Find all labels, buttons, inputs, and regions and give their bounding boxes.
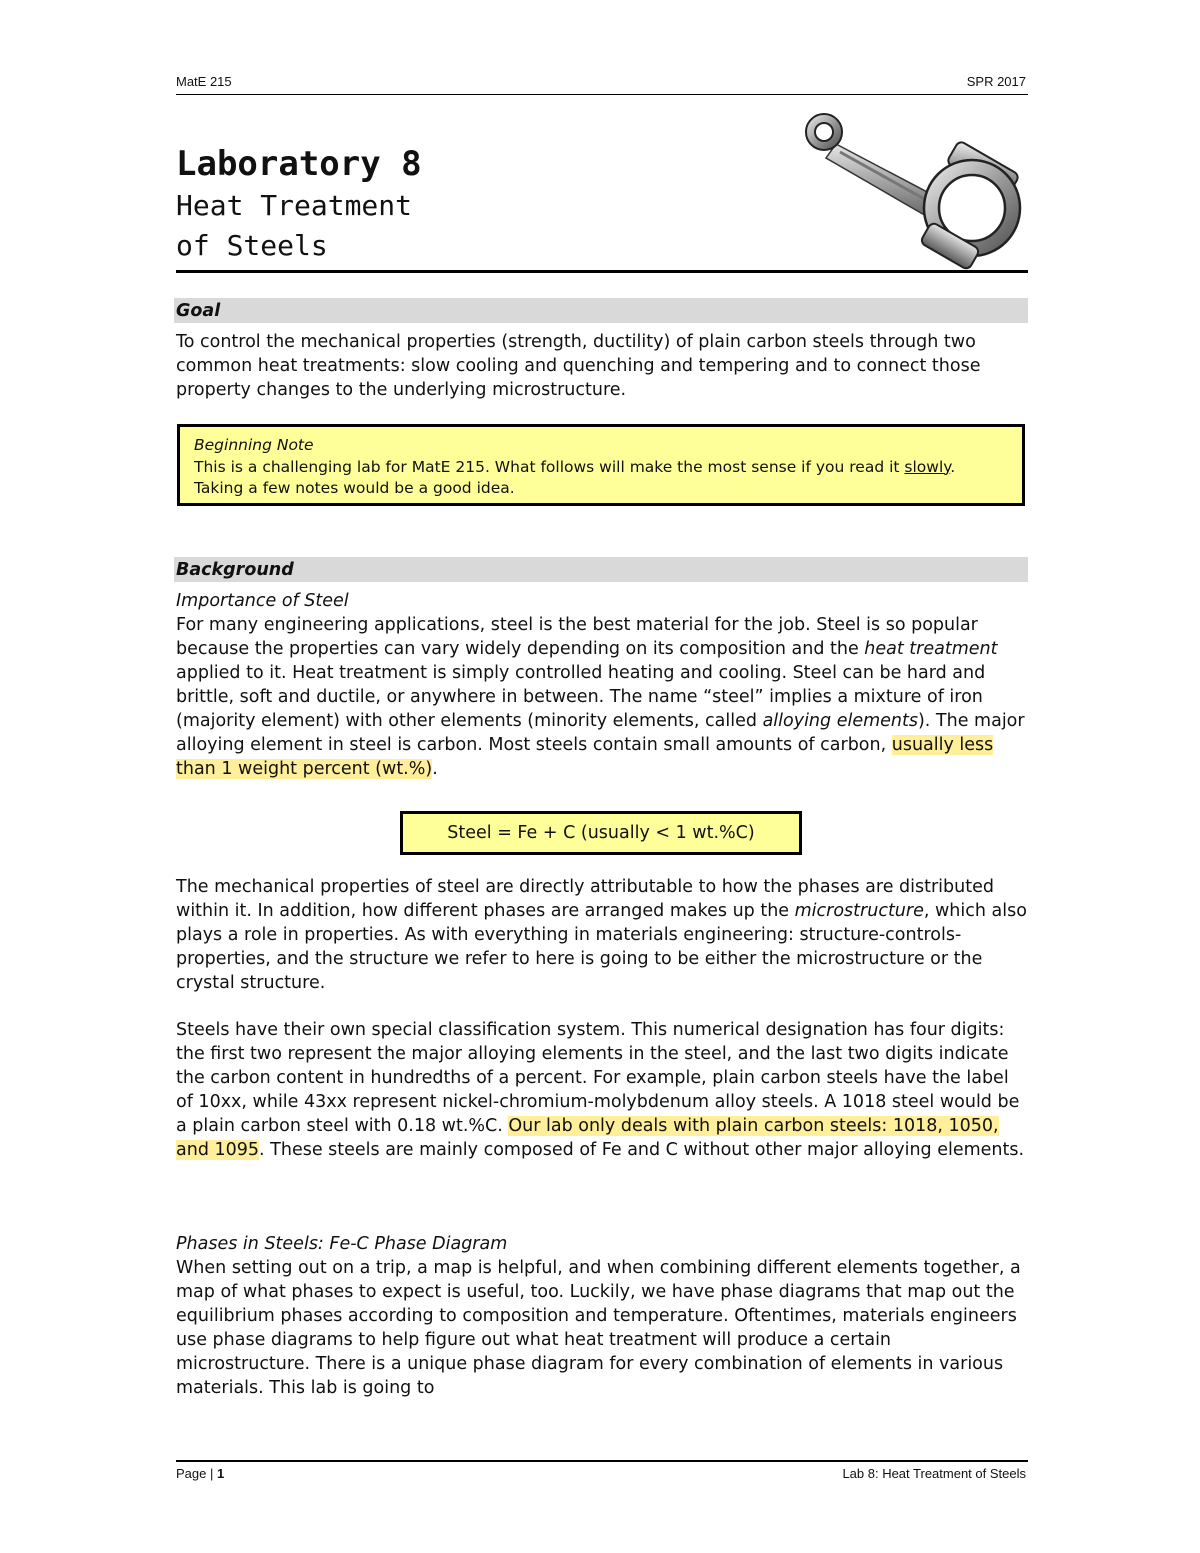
paragraph-classification: Steels have their own special classification system. This numerical designation has four digits: the first two represent the major alloying elements in the steel, and the last two digits indicate the carbon content in hundredths of a percent. For example, plain carbon steels have the label of 10xx, while 43xx represent nickel-chromium-molybdenum alloy steels. A 1018 steel would be a plain carbon steel with 0.18 wt.%C. Our lab only deals with plain carbon steels: 1018, 1050, and 1095. These steels are mainly composed of Fe and C without other major alloying elements. [176,1020,1025,1160]
note-underlined: slowly [904,457,951,476]
lab-title: Laboratory 8 [176,144,422,184]
lab-subtitle-line1: Heat Treatment [176,189,413,222]
paragraph-phases: When setting out on a trip, a map is helpful, and when combining different elements together, a map of what phases to expect is useful, too. Luckily, we have phase diagrams that map out the equilibrium phases according to composition and temperature. Oftentimes, materials engineers use phase diagrams to help figure out what heat treatment will produce a certain microstructure. There is a unique phase diagram for every combination of elements in various materials. This lab is going to [176,1258,1021,1398]
title-rule [176,270,1028,273]
note-text: This is a challenging lab for MatE 215. What follows will make the most sense if you read it slowly. Taking a few notes would be a good idea. [194,457,956,497]
subheading-phases: Phases in Steels: Fe-C Phase Diagram [176,1234,508,1254]
highlight-plain-carbon: Our lab only deals with plain carbon steels: 1018, 1050, and 1095 [176,1116,999,1160]
page-number: Page | 1 [176,1466,225,1481]
lab-subtitle-line2: of Steels [176,229,328,262]
paragraph-importance: For many engineering applications, steel is the best material for the job. Steel is so popular because the properties can vary widely depending on its composition and the heat treatment applied to it. Heat treatment is simply controlled heating and cooling. Steel can be hard and brittle, soft and ductile, or anywhere in between. The name “steel” implies a mixture of iron (majority element) with other elements (minority elements, called alloying elements). The major alloying element in steel is carbon. Most steels contain small amounts of carbon, usually less than 1 weight percent (wt.%). [176,615,1025,779]
goal-text: To control the mechanical properties (strength, ductility) of plain carbon steels through two common heat treatments: slow cooling and quenching and tempering and to connect those property changes to the underlying microstructure. [176,332,981,400]
background-heading: Background [174,557,1028,582]
page-footer [176,1460,1028,1484]
goal-heading: Goal [174,298,1028,323]
course-label: MatE 215 [176,74,232,89]
beginning-note [177,424,1025,506]
subheading-importance: Importance of Steel [176,591,349,611]
note-title: Beginning Note [194,436,314,454]
title-block [176,142,422,266]
term-label: SPR 2017 [966,74,1026,89]
steel-equation-box: Steel = Fe + C (usually < 1 wt.%C) [400,811,802,855]
highlight-carbon: usually less than 1 weight percent (wt.%) [176,735,994,779]
connecting-rod-icon [800,112,1030,272]
paragraph-properties: The mechanical properties of steel are directly attributable to how the phases are distributed within it. In addition, how different phases are arranged makes up the microstructure, which also plays a role in properties. As with everything in materials engineering: structure-controls-properties, and the structure we refer to here is going to be either the microstructure or the crystal structure. [176,877,1027,993]
footer-doc-title: Lab 8: Heat Treatment of Steels [842,1466,1026,1481]
page-header [176,72,1028,95]
